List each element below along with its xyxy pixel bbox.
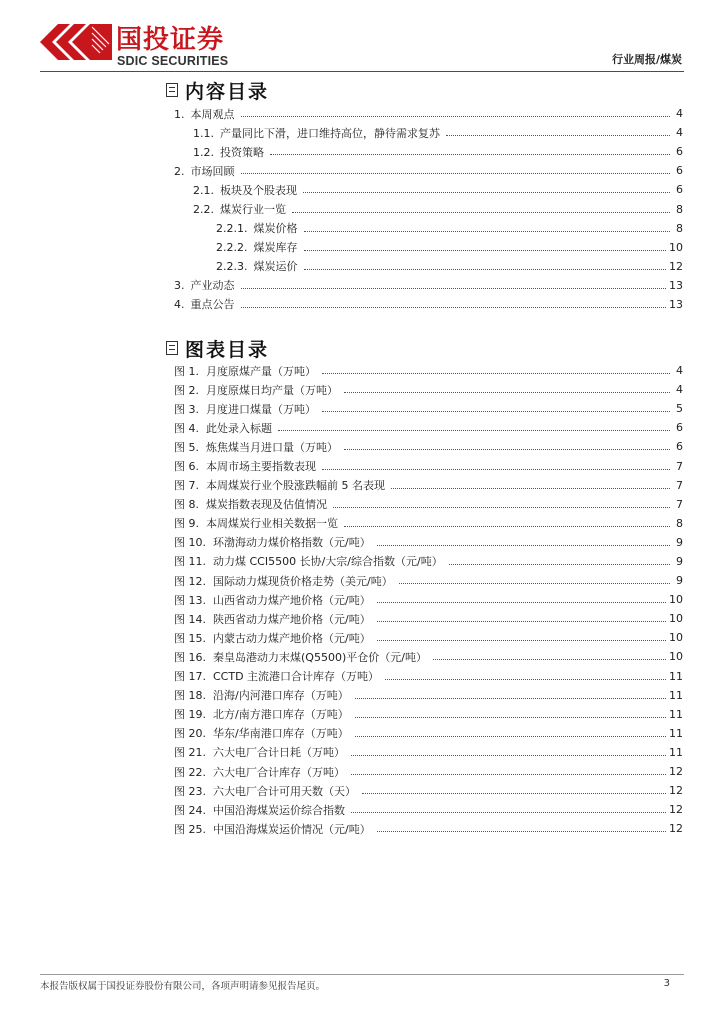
entry-number: 图 24. <box>174 803 206 817</box>
entry-page-number: 10 <box>669 593 683 607</box>
entry-page-number: 10 <box>669 612 683 626</box>
figure-entry[interactable] <box>174 800 683 819</box>
entry-label <box>174 573 396 589</box>
contents-entry[interactable] <box>174 161 683 180</box>
entry-number: 图 20. <box>174 727 206 741</box>
logo-chinese-name: 国投证券 <box>116 25 225 55</box>
figure-entry[interactable] <box>174 533 683 552</box>
dot-leader <box>377 545 670 546</box>
entry-number: 2.2.3. <box>216 260 248 274</box>
entry-title: 北方/南方港口库存（万吨） <box>213 708 349 722</box>
entry-title: 华东/华南港口库存（万吨） <box>213 727 349 741</box>
figure-entry[interactable] <box>174 743 683 762</box>
entry-number: 1. <box>174 107 185 121</box>
page-header <box>0 0 724 80</box>
dot-leader <box>241 173 671 174</box>
entry-page-number: 4 <box>676 126 683 140</box>
dot-leader <box>355 736 666 737</box>
dot-leader <box>377 831 666 832</box>
entry-title: 六大电厂合计日耗（万吨） <box>213 746 345 760</box>
figure-entry[interactable] <box>174 628 683 647</box>
entry-title: 炼焦煤当月进口量（万吨） <box>206 440 338 454</box>
dot-leader <box>377 640 666 641</box>
entry-number: 图 8. <box>174 498 199 512</box>
entry-page-number: 10 <box>669 631 683 645</box>
entry-page-number: 4 <box>676 364 683 378</box>
contents-entry[interactable] <box>174 104 683 123</box>
dot-leader <box>270 154 670 155</box>
entry-number: 图 13. <box>174 593 206 607</box>
entry-title: 煤炭行业一览 <box>220 203 286 217</box>
dot-leader <box>377 621 666 622</box>
entry-number: 图 3. <box>174 402 199 416</box>
contents-entry[interactable] <box>174 142 683 161</box>
entry-page-number: 6 <box>676 145 683 159</box>
figure-entry[interactable] <box>174 609 683 628</box>
entry-title: 秦皇岛港动力末煤(Q5500)平仓价（元/吨） <box>213 650 427 664</box>
dot-leader <box>241 307 667 308</box>
company-logo <box>40 24 240 72</box>
dot-leader <box>351 755 666 756</box>
entry-page-number: 7 <box>676 497 683 511</box>
figure-entry[interactable] <box>174 686 683 705</box>
dot-leader <box>355 717 666 718</box>
entry-number: 图 7. <box>174 479 199 493</box>
contents-entry[interactable] <box>174 180 683 199</box>
entry-label <box>174 515 341 531</box>
entry-label <box>174 277 238 293</box>
entry-number: 2.2.1. <box>216 222 248 236</box>
dot-leader <box>355 698 666 699</box>
entry-page-number: 5 <box>676 402 683 416</box>
dot-leader <box>344 392 670 393</box>
entry-title: 中国沿海煤炭运价综合指数 <box>213 803 345 817</box>
contents-heading <box>166 77 269 103</box>
entry-label <box>174 363 319 379</box>
entry-title: 本周煤炭行业个股涨跌幅前 5 名表现 <box>206 479 385 493</box>
entry-number: 1.1. <box>193 126 214 140</box>
entry-label <box>193 144 267 160</box>
dot-leader <box>391 488 670 489</box>
dot-leader <box>449 564 670 565</box>
dot-leader <box>351 812 666 813</box>
dot-leader <box>304 269 667 270</box>
entry-label <box>174 477 388 493</box>
dot-leader <box>303 192 670 193</box>
entry-title: 煤炭运价 <box>253 260 298 274</box>
entry-number: 图 15. <box>174 631 206 645</box>
entry-title: 产量同比下滑，进口维持高位，静待需求复苏 <box>220 126 440 140</box>
entry-page-number: 4 <box>676 107 683 121</box>
entry-page-number: 8 <box>676 202 683 216</box>
entry-number: 图 4. <box>174 421 199 435</box>
entry-page-number: 6 <box>676 183 683 197</box>
entry-title: 产业动态 <box>190 279 235 293</box>
dot-leader <box>241 288 667 289</box>
entry-number: 图 21. <box>174 746 206 760</box>
entry-page-number: 6 <box>676 164 683 178</box>
entry-number: 图 10. <box>174 536 206 550</box>
entry-number: 图 11. <box>174 555 206 569</box>
entry-label <box>174 458 319 474</box>
entry-label <box>174 821 374 837</box>
entry-title: 本周观点 <box>190 107 235 121</box>
contents-entry[interactable] <box>174 219 683 238</box>
dot-leader <box>362 793 666 794</box>
contents-entry[interactable] <box>174 238 683 257</box>
contents-title: 内容目录 <box>185 80 270 103</box>
footer-divider <box>40 974 684 975</box>
entry-number: 2. <box>174 164 185 178</box>
entry-label <box>174 725 352 741</box>
dot-leader <box>344 526 670 527</box>
dot-leader <box>322 469 670 470</box>
figure-entry[interactable] <box>174 399 683 418</box>
figure-entry[interactable] <box>174 495 683 514</box>
entry-label <box>174 382 341 398</box>
entry-number: 3. <box>174 279 185 293</box>
figure-entry[interactable] <box>174 380 683 399</box>
entry-label <box>174 420 275 436</box>
entry-title: 月度原煤产量（万吨） <box>206 364 316 378</box>
figure-entry[interactable] <box>174 476 683 495</box>
figure-entry[interactable] <box>174 361 683 380</box>
entry-number: 2.2. <box>193 203 214 217</box>
contents-entry[interactable] <box>174 257 683 276</box>
entry-title: 中国沿海煤炭运价情况（元/吨） <box>213 822 371 836</box>
dot-leader <box>344 449 670 450</box>
dot-leader <box>333 507 670 508</box>
entry-title: 重点公告 <box>190 298 235 312</box>
entry-page-number: 6 <box>676 421 683 435</box>
entry-page-number: 10 <box>669 650 683 664</box>
entry-title: 国际动力煤现货价格走势（美元/吨） <box>213 574 393 588</box>
entry-title: 月度原煤日均产量（万吨） <box>206 383 338 397</box>
entry-number: 图 18. <box>174 689 206 703</box>
figure-entry[interactable] <box>174 418 683 437</box>
entry-page-number: 12 <box>669 784 683 798</box>
entry-page-number: 4 <box>676 383 683 397</box>
entry-title: 内蒙古动力煤产地价格（元/吨） <box>213 631 371 645</box>
entry-title: 月度进口煤量（万吨） <box>206 402 316 416</box>
entry-number: 图 9. <box>174 517 199 531</box>
figure-entry[interactable] <box>174 781 683 800</box>
entry-label <box>174 764 348 780</box>
entry-label <box>174 783 359 799</box>
entry-label <box>174 401 319 417</box>
figure-entry[interactable] <box>174 590 683 609</box>
entry-number: 图 25. <box>174 822 206 836</box>
figure-entry[interactable] <box>174 819 683 838</box>
entry-label <box>174 744 348 760</box>
figures-list <box>174 361 683 838</box>
entry-label <box>216 258 301 274</box>
contents-entry[interactable] <box>174 276 683 295</box>
figure-entry[interactable] <box>174 456 683 475</box>
entry-label <box>174 163 238 179</box>
entry-page-number: 11 <box>669 726 683 740</box>
logo-english-name: SDIC SECURITIES <box>117 54 229 68</box>
entry-page-number: 6 <box>676 440 683 454</box>
dot-leader <box>446 135 670 136</box>
entry-title: 煤炭价格 <box>253 222 298 236</box>
dot-leader <box>322 411 670 412</box>
entry-page-number: 13 <box>669 278 683 292</box>
entry-title: 环渤海动力煤价格指数（元/吨） <box>213 536 371 550</box>
dot-leader <box>241 116 671 117</box>
entry-title: 投资策略 <box>220 145 264 159</box>
entry-label <box>174 496 330 512</box>
entry-label <box>174 649 430 665</box>
footer-disclaimer: 本报告版权属于国投证券股份有限公司，各项声明请参见报告尾页。 <box>40 981 326 992</box>
entry-page-number: 12 <box>669 822 683 836</box>
entry-label <box>174 296 238 312</box>
entry-page-number: 8 <box>676 221 683 235</box>
entry-page-number: 11 <box>669 688 683 702</box>
entry-page-number: 11 <box>669 707 683 721</box>
entry-page-number: 11 <box>669 669 683 683</box>
entry-number: 图 2. <box>174 383 199 397</box>
entry-number: 图 6. <box>174 460 199 474</box>
figure-entry[interactable] <box>174 762 683 781</box>
entry-page-number: 10 <box>669 240 683 254</box>
entry-label <box>216 239 301 255</box>
entry-page-number: 9 <box>676 574 683 588</box>
dot-leader <box>399 583 670 584</box>
entry-title: CCTD 主流港口合计库存（万吨） <box>213 670 380 684</box>
entry-label <box>174 439 341 455</box>
entry-title: 动力煤 CCI5500 长协/大宗/综合指数（元/吨） <box>213 555 443 569</box>
entry-page-number: 12 <box>669 803 683 817</box>
contents-list <box>174 104 683 314</box>
dot-leader <box>304 250 667 251</box>
dot-leader <box>322 373 670 374</box>
entry-label <box>174 534 374 550</box>
header-divider <box>40 71 684 72</box>
entry-label <box>174 553 446 569</box>
entry-number: 图 5. <box>174 440 199 454</box>
entry-number: 图 12. <box>174 574 206 588</box>
entry-number: 图 1. <box>174 364 199 378</box>
figure-entry[interactable] <box>174 724 683 743</box>
entry-number: 2.1. <box>193 183 214 197</box>
entry-page-number: 9 <box>676 535 683 549</box>
figures-heading <box>166 335 269 361</box>
entry-page-number: 12 <box>669 259 683 273</box>
entry-number: 图 22. <box>174 765 206 779</box>
entry-label <box>174 106 238 122</box>
entry-page-number: 11 <box>669 745 683 759</box>
entry-number: 图 23. <box>174 784 206 798</box>
figure-entry[interactable] <box>174 571 683 590</box>
entry-label <box>193 125 443 141</box>
entry-page-number: 7 <box>676 478 683 492</box>
entry-page-number: 7 <box>676 459 683 473</box>
figure-entry[interactable] <box>174 647 683 666</box>
entry-number: 4. <box>174 298 185 312</box>
figures-title: 图表目录 <box>185 338 270 361</box>
figure-entry[interactable] <box>174 552 683 571</box>
entry-number: 图 14. <box>174 612 206 626</box>
entry-title: 六大电厂合计库存（万吨） <box>213 765 345 779</box>
logo-mark-icon <box>40 24 112 60</box>
entry-label <box>174 802 348 818</box>
document-icon <box>166 83 178 97</box>
dot-leader <box>304 231 671 232</box>
figure-entry[interactable] <box>174 667 683 686</box>
entry-number: 图 19. <box>174 708 206 722</box>
entry-number: 1.2. <box>193 145 214 159</box>
dot-leader <box>433 659 666 660</box>
dot-leader <box>351 774 666 775</box>
contents-entry[interactable] <box>174 199 683 218</box>
entry-title: 陕西省动力煤产地价格（元/吨） <box>213 612 371 626</box>
entry-number: 2.2.2. <box>216 241 248 255</box>
page-number: 3 <box>663 978 670 989</box>
entry-label <box>193 201 289 217</box>
entry-label <box>174 706 352 722</box>
dot-leader <box>292 212 670 213</box>
document-icon <box>166 341 178 355</box>
entry-title: 山西省动力煤产地价格（元/吨） <box>213 593 371 607</box>
entry-title: 煤炭指数表现及估值情况 <box>206 498 327 512</box>
entry-number: 图 16. <box>174 650 206 664</box>
entry-label <box>193 182 300 198</box>
dot-leader <box>278 430 670 431</box>
dot-leader <box>385 679 666 680</box>
entry-title: 板块及个股表现 <box>220 183 297 197</box>
entry-title: 此处录入标题 <box>206 421 272 435</box>
entry-label <box>216 220 301 236</box>
figure-entry[interactable] <box>174 514 683 533</box>
entry-number: 图 17. <box>174 670 206 684</box>
entry-label <box>174 611 374 627</box>
entry-label <box>174 687 352 703</box>
figure-entry[interactable] <box>174 437 683 456</box>
entry-page-number: 8 <box>676 516 683 530</box>
entry-title: 本周煤炭行业相关数据一览 <box>206 517 338 531</box>
entry-label <box>174 592 374 608</box>
entry-label <box>174 630 374 646</box>
contents-entry[interactable] <box>174 123 683 142</box>
entry-title: 煤炭库存 <box>253 241 298 255</box>
entry-page-number: 9 <box>676 554 683 568</box>
entry-title: 沿海/内河港口库存（万吨） <box>213 689 349 703</box>
entry-page-number: 13 <box>669 297 683 311</box>
figure-entry[interactable] <box>174 705 683 724</box>
entry-title: 市场回顾 <box>190 164 235 178</box>
dot-leader <box>377 602 666 603</box>
entry-label <box>174 668 382 684</box>
entry-title: 六大电厂合计可用天数（天） <box>213 784 356 798</box>
entry-title: 本周市场主要指数表现 <box>206 460 316 474</box>
entry-page-number: 12 <box>669 765 683 779</box>
contents-entry[interactable] <box>174 295 683 314</box>
report-type-label: 行业周报/煤炭 <box>611 53 682 66</box>
